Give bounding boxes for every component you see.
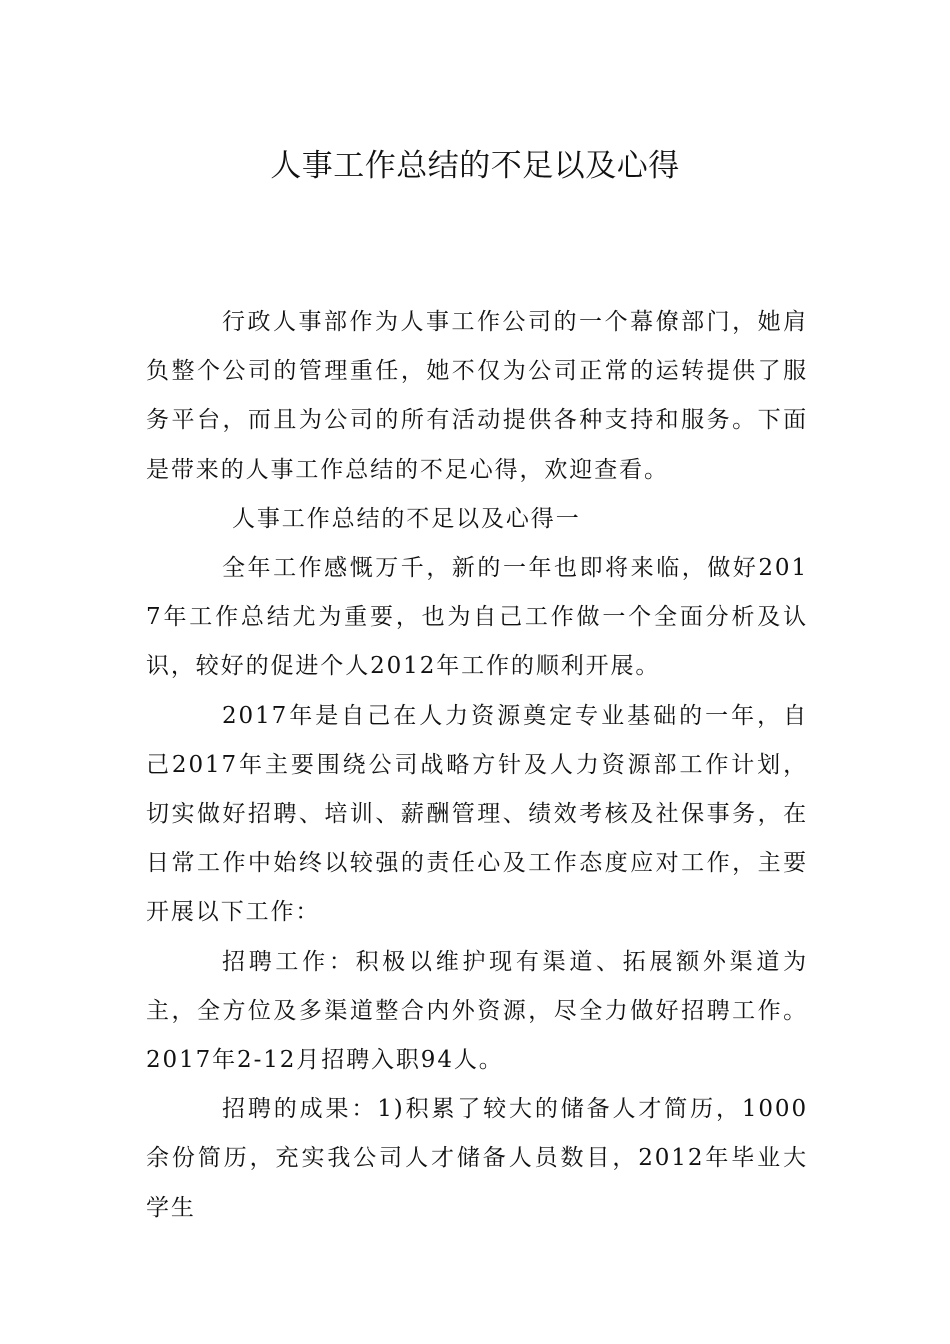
body-paragraph: 招聘工作：积极以维护现有渠道、拓展额外渠道为主，全方位及多渠道整合内外资源，尽全力做好招聘工作。2017年2-12月招聘入职94人。 bbox=[146, 948, 808, 1074]
document-title: 人事工作总结的不足以及心得 bbox=[270, 148, 680, 184]
section-heading: 人事工作总结的不足以及心得一 bbox=[232, 505, 581, 532]
intro-paragraph: 行政人事部作为人事工作公司的一个幕僚部门，她肩负整个公司的管理重任，她不仅为公司正常的运转提供了服务平台，而且为公司的所有活动提供各种支持和服务。下面是带来的人事工作总结的不足心得，欢迎查看。 bbox=[146, 309, 808, 483]
document-body bbox=[146, 298, 808, 1233]
body-paragraph: 全年工作感慨万千，新的一年也即将来临，做好2017年工作总结尤为重要，也为自己工作做一个全面分析及认识，较好的促进个人2012年工作的顺利开展。 bbox=[146, 555, 808, 680]
body-paragraph: 招聘的成果：1)积累了较大的储备人才简历，1000余份简历，充实我公司人才储备人员数目，2012年毕业大学生 bbox=[146, 1096, 808, 1221]
body-paragraph: 2017年是自己在人力资源奠定专业基础的一年，自己2017年主要围绕公司战略方针及人力资源部工作计划，切实做好招聘、培训、薪酬管理、绩效考核及社保事务，在日常工作中始终以较强的责任心及工作态度应对工作，主要开展以下工作： bbox=[146, 702, 808, 926]
